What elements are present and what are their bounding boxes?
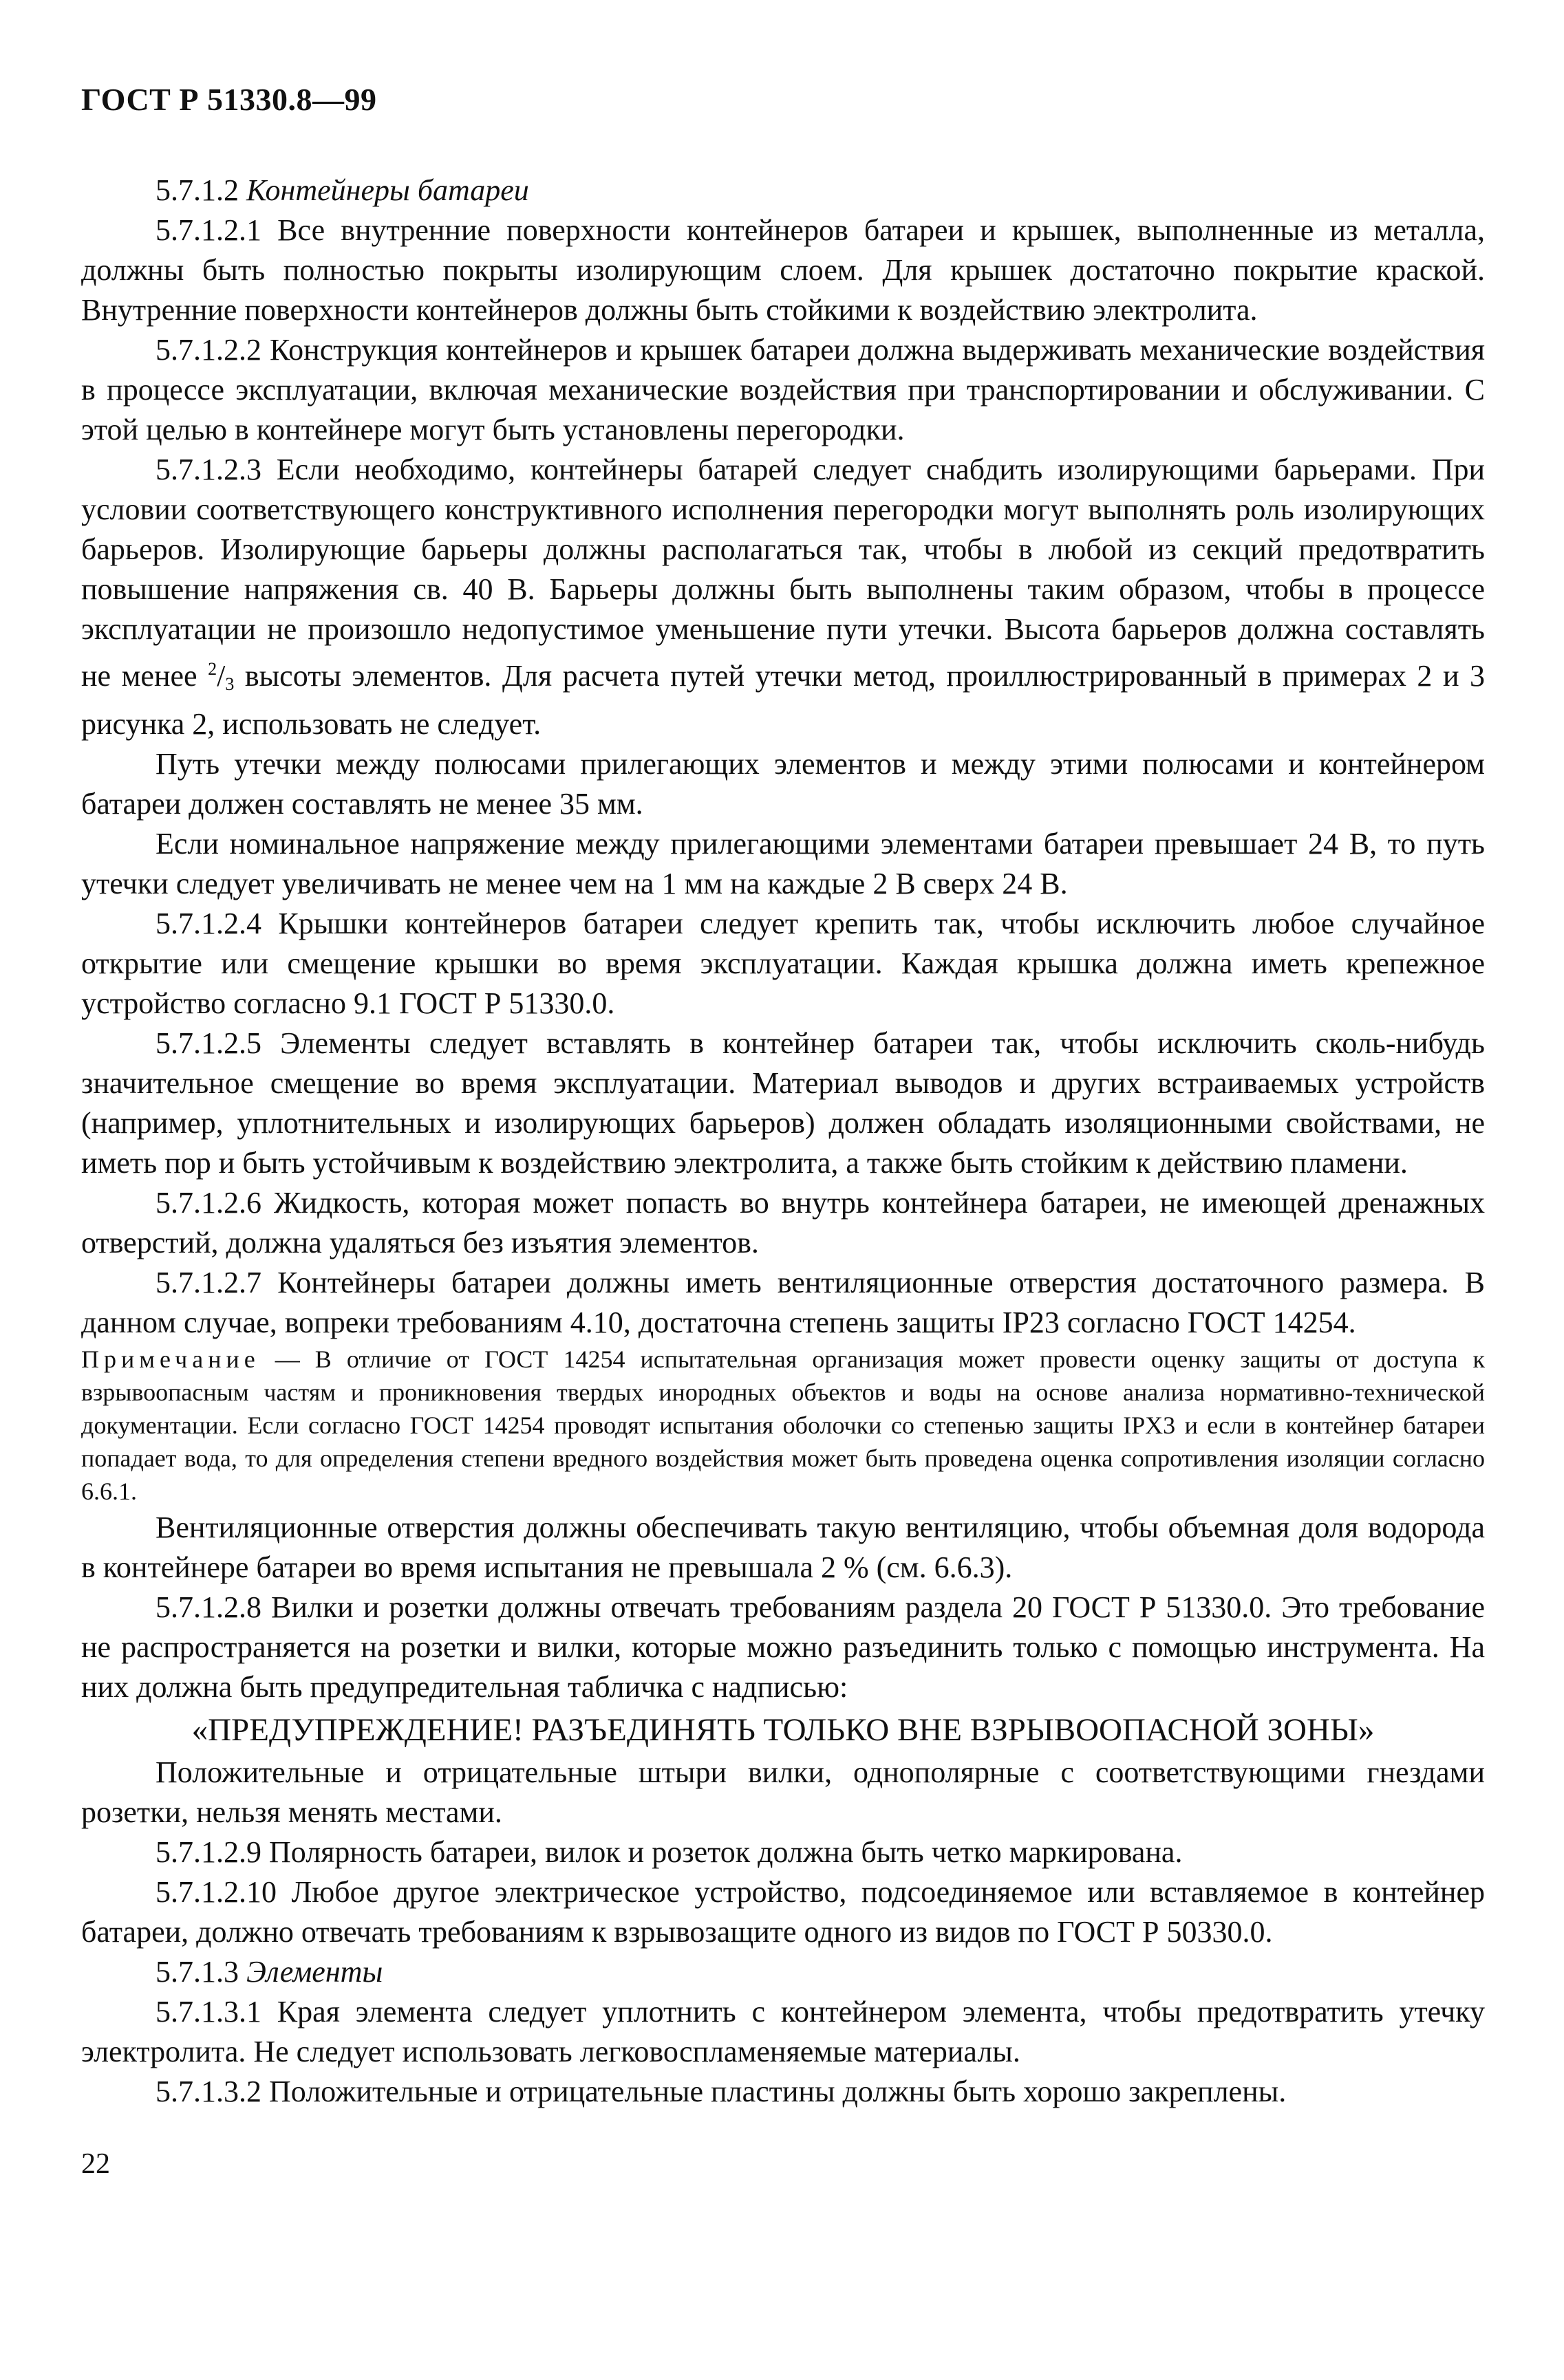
paragraph bbox=[81, 450, 1485, 744]
document-body bbox=[81, 171, 1485, 2112]
paragraph-text: 5.7.1.2.3 Если необходимо, контейнеры батарей следует снабдить изолирующими барьерами. При условии соответствующего конструктивного исполнения перегородки могут выполнять роль изолирующих барьеров. Изолирующие барьеры должны располагаться так, чтобы в любой из секций предотвратить повышение напряжения св. 40 В. Барьеры должны быть выполнены таким образом, чтобы в процессе эксплуатации не произошло недопустимое уменьшение пути утечки. Высота барьеров должна составлять не менее bbox=[81, 453, 1485, 693]
paragraph: 5.7.1.2.9 Полярность батареи, вилок и розеток должна быть четко маркирована. bbox=[156, 1835, 1183, 1869]
fraction-denominator: 3 bbox=[225, 674, 235, 694]
section-title: Элементы bbox=[246, 1955, 383, 1989]
paragraph: Вентиляционные отверстия должны обеспечивать такую вентиляцию, чтобы объемная доля водорода в контейнере батареи во время испытания не превышала 2 % (см. 6.6.3). bbox=[81, 1511, 1485, 1584]
paragraph: 5.7.1.2.8 Вилки и розетки должны отвечать требованиям раздела 20 ГОСТ Р 51330.0. Это требование не распространяется на розетки и вилки, которые можно разъединить только с помощью инструмента. На них должна быть предупредительная табличка с надписью: bbox=[81, 1590, 1485, 1704]
section-heading-5713 bbox=[81, 1952, 1485, 1992]
section-number: 5.7.1.2 bbox=[156, 173, 239, 207]
note bbox=[81, 1343, 1485, 1508]
paragraph: Положительные и отрицательные штыри вилки, однополярные с соответствующими гнездами розетки, нельзя менять местами. bbox=[81, 1755, 1485, 1829]
note-lead: Примечание bbox=[81, 1345, 260, 1373]
paragraph: Путь утечки между полюсами прилегающих элементов и между этими полюсами и контейнером батареи должен составлять не менее 35 мм. bbox=[81, 747, 1485, 821]
paragraph: 5.7.1.2.4 Крышки контейнеров батареи следует крепить так, чтобы исключить любое случайное открытие или смещение крышки во время эксплуатации. Каждая крышка должна иметь крепежное устройство согласно 9.1 ГОСТ Р 51330.0. bbox=[81, 907, 1485, 1020]
paragraph: 5.7.1.2.7 Контейнеры батареи должны иметь вентиляционные отверстия достаточного размера. В данном случае, вопреки требованиям 4.10, достаточна степень защиты IP23 согласно ГОСТ 14254. bbox=[81, 1266, 1485, 1339]
fraction-numerator: 2 bbox=[208, 659, 217, 679]
paragraph: Если номинальное напряжение между прилегающими элементами батареи превышает 24 В, то путь утечки следует увеличивать не менее чем на 1 мм на каждые 2 В сверх 24 В. bbox=[81, 827, 1485, 900]
paragraph: 5.7.1.3.1 Края элемента следует уплотнить с контейнером элемента, чтобы предотвратить утечку электролита. Не следует использовать легковоспламеняемые материалы. bbox=[81, 1995, 1485, 2068]
document-header: ГОСТ Р 51330.8—99 bbox=[81, 82, 377, 117]
page-number: 22 bbox=[81, 2148, 110, 2180]
paragraph: 5.7.1.2.6 Жидкость, которая может попасть во внутрь контейнера батареи, не имеющей дренажных отверстий, должна удаляться без изъятия элементов. bbox=[81, 1186, 1485, 1259]
fraction-slash: / bbox=[217, 659, 226, 693]
paragraph: 5.7.1.3.2 Положительные и отрицательные пластины должны быть хорошо закреплены. bbox=[156, 2075, 1287, 2108]
paragraph: 5.7.1.2.10 Любое другое электрическое устройство, подсоединяемое или вставляемое в контейнер батареи, должно отвечать требованиям к взрывозащите одного из видов по ГОСТ Р 50330.0. bbox=[81, 1875, 1485, 1949]
paragraph-text: высоты элементов. Для расчета путей утечки метод, проиллюстрированный в примерах 2 и 3 рисунка 2, использовать не следует. bbox=[81, 659, 1486, 741]
section-title: Контейнеры батареи bbox=[246, 173, 529, 207]
paragraph: 5.7.1.2.1 Все внутренние поверхности контейнеров батареи и крышек, выполненные из металла, должны быть полностью покрыты изолирующим слоем. Для крышек достаточно покрытие краской. Внутренние поверхности контейнеров должны быть стойкими к воздействию электролита. bbox=[81, 213, 1485, 327]
warning-label: «ПРЕДУПРЕЖДЕНИЕ! РАЗЪЕДИНЯТЬ ТОЛЬКО ВНЕ ВЗРЫВООПАСНОЙ ЗОНЫ» bbox=[191, 1712, 1375, 1748]
note-text: — В отличие от ГОСТ 14254 испытательная организация может провести оценку защиты от доступа к взрывоопасным частям и проникновения твердых инородных объектов и воды на основе анализа нормативно-технической документации. Если согласно ГОСТ 14254 проводят испытания оболочки со степенью защиты IPX3 и если в контейнер батареи попадает вода, то для определения степени вредного воздействия может быть проведена оценка сопротивления изоляции согласно 6.6.1. bbox=[81, 1345, 1485, 1505]
paragraph: 5.7.1.2.2 Конструкция контейнеров и крышек батареи должна выдерживать механические воздействия в процессе эксплуатации, включая механические воздействия при транспортировании и обслуживании. С этой целью в контейнере могут быть установлены перегородки. bbox=[81, 333, 1485, 446]
section-heading-5712 bbox=[81, 171, 1485, 210]
section-number: 5.7.1.3 bbox=[156, 1955, 239, 1989]
paragraph: 5.7.1.2.5 Элементы следует вставлять в контейнер батареи так, чтобы исключить сколь-нибудь значительное смещение во время эксплуатации. Материал выводов и других встраиваемых устройств (например, уплотнительных и изолирующих барьеров) должен обладать изоляционными свойствами, не иметь пор и быть устойчивым к воздействию электролита, а также быть стойким к действию пламени. bbox=[81, 1026, 1485, 1180]
